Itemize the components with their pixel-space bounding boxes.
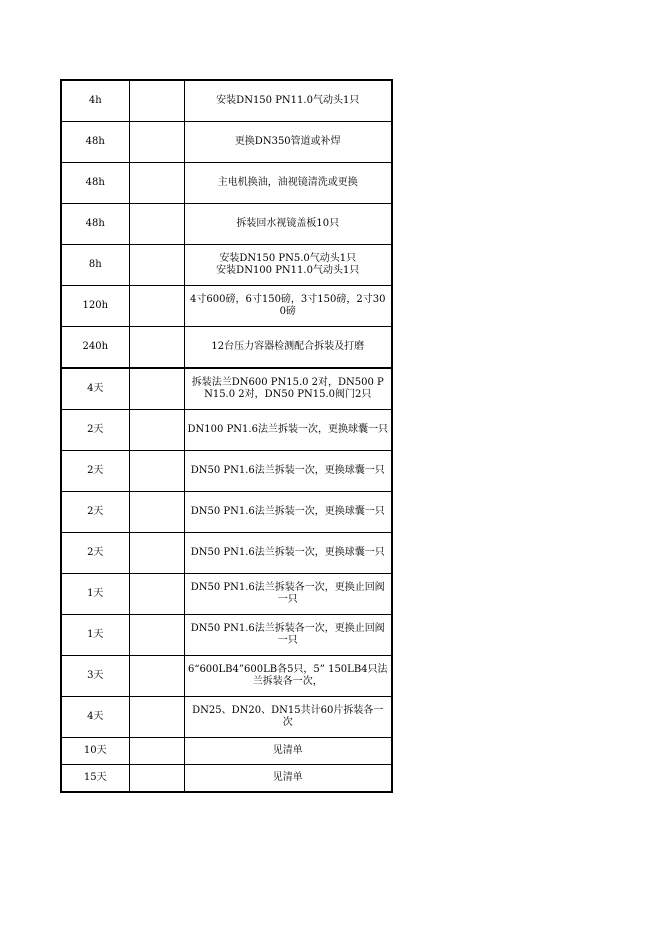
table-row [61,286,392,327]
description-cell: 12台压力容器检测配合拆装及打磨 [184,327,392,369]
table-row [61,410,392,451]
description-cell: DN25、DN20、DN15共计60片拆装各一次 [184,697,392,738]
description-cell: 4寸600磅，6寸150磅，3寸150磅，2寸300磅 [184,286,392,327]
remark-cell [129,410,184,451]
description-cell: 拆装回水视镜盖板10只 [184,204,392,245]
remark-cell [129,163,184,204]
description-cell: 见清单 [184,738,392,765]
table-row [61,574,392,615]
description-cell: DN50 PN1.6法兰拆装各一次，更换止回阀一只 [184,574,392,615]
duration-cell: 48h [61,163,129,204]
table-row [61,451,392,492]
remark-cell [129,615,184,656]
remark-cell [129,122,184,163]
description-cell: DN100 PN1.6法兰拆装一次，更换球囊一只 [184,410,392,451]
remark-cell [129,327,184,369]
duration-cell: 48h [61,204,129,245]
remark-cell [129,574,184,615]
duration-cell: 4h [61,80,129,122]
remark-cell [129,80,184,122]
description-cell: 安装DN150 PN11.0气动头1只 [184,80,392,122]
remark-cell [129,656,184,697]
table-row [61,163,392,204]
table-row [61,697,392,738]
table-row [61,80,392,122]
description-cell: 6“600LB4”600LB各5只，5” 150LB4只法兰拆装各一次， [184,656,392,697]
table-row [61,533,392,574]
duration-cell: 8h [61,245,129,286]
description-cell: 更换DN350管道或补焊 [184,122,392,163]
remark-cell [129,765,184,793]
table-row [61,327,392,369]
duration-cell: 48h [61,122,129,163]
remark-cell [129,451,184,492]
table-row [61,656,392,697]
description-cell: 见清单 [184,765,392,793]
duration-cell: 2天 [61,410,129,451]
table-row [61,368,392,410]
remark-cell [129,738,184,765]
duration-cell: 10天 [61,738,129,765]
table-row [61,245,392,286]
duration-cell: 1天 [61,574,129,615]
description-cell: 拆装法兰DN600 PN15.0 2对，DN500 PN15.0 2对，DN50 PN15.0阀门2只 [184,368,392,410]
description-cell: DN50 PN1.6法兰拆装一次，更换球囊一只 [184,492,392,533]
duration-cell: 2天 [61,451,129,492]
table-row [61,765,392,793]
remark-cell [129,245,184,286]
duration-cell: 2天 [61,492,129,533]
description-cell: 安装DN150 PN5.0气动头1只 安装DN100 PN11.0气动头1只 [184,245,392,286]
duration-cell: 3天 [61,656,129,697]
duration-cell: 240h [61,327,129,369]
table-row [61,492,392,533]
duration-cell: 120h [61,286,129,327]
duration-cell: 4天 [61,697,129,738]
remark-cell [129,533,184,574]
duration-cell: 15天 [61,765,129,793]
duration-cell: 1天 [61,615,129,656]
description-cell: DN50 PN1.6法兰拆装一次，更换球囊一只 [184,533,392,574]
table-row [61,738,392,765]
table-row [61,615,392,656]
remark-cell [129,697,184,738]
work-table [60,79,393,793]
duration-cell: 4天 [61,368,129,410]
table-row [61,122,392,163]
remark-cell [129,368,184,410]
table-row [61,204,392,245]
description-cell: 主电机换油，油视镜清洗或更换 [184,163,392,204]
remark-cell [129,286,184,327]
duration-cell: 2天 [61,533,129,574]
remark-cell [129,204,184,245]
remark-cell [129,492,184,533]
description-cell: DN50 PN1.6法兰拆装各一次，更换止回阀一只 [184,615,392,656]
description-cell: DN50 PN1.6法兰拆装一次，更换球囊一只 [184,451,392,492]
